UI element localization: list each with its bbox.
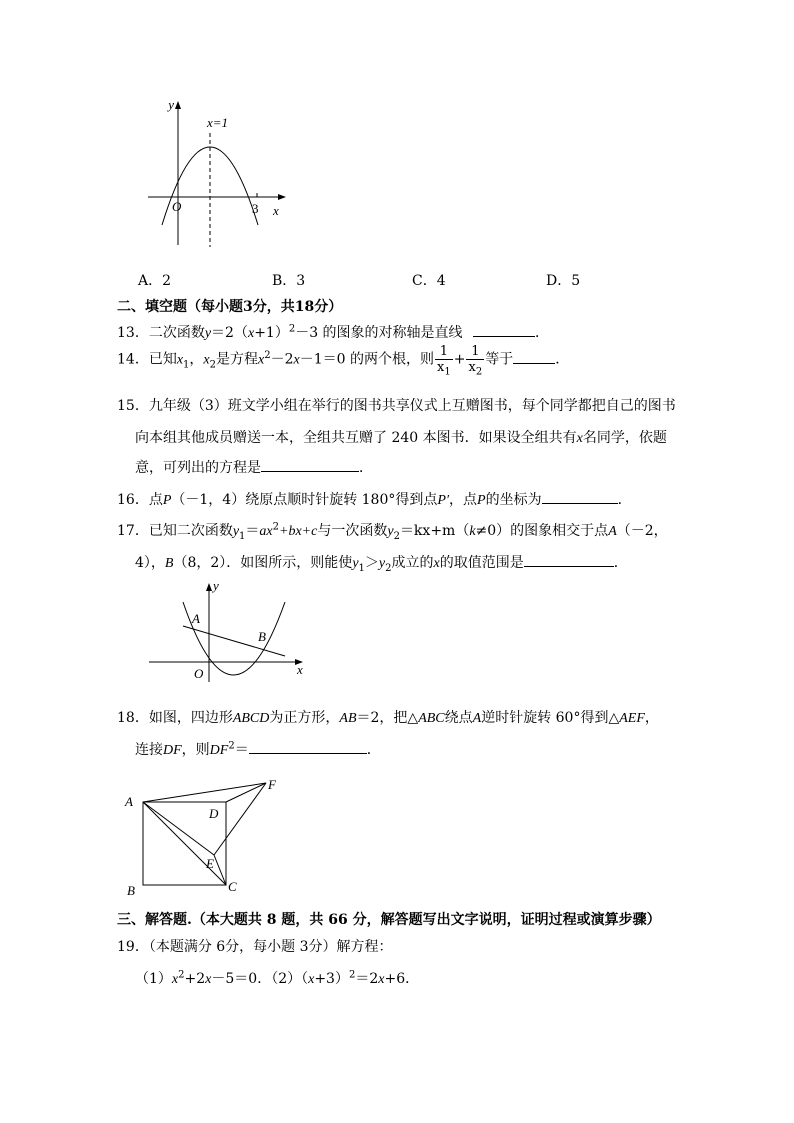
graph3-point-e: E	[206, 856, 214, 871]
question-17-line-1: 17．已知二次函数$y_1=ax^2+bx+c$与一次函数$y_2=kx+m(k\ne 0)$的图象相交于点A（－2，	[117, 521, 668, 542]
option-a: A．2	[138, 273, 172, 289]
question-15-line-3: 意，可列出的方程是 ．	[135, 457, 373, 477]
section-3-heading: 三、解答题.（本大题共 8 题，共 66 分，解答题写出文字说明，证明过程或演算步骤）	[117, 912, 661, 928]
question-14: 14．已知$x_1$，$x_2$是方程$x^2-2x-1=0$ 的两个根，则 $\frac{1}{x_1}$ + $\frac{1}{x_2}$ 等于 ．	[117, 344, 570, 378]
question-15-line-1: 15．九年级（3）班文学小组在举行的图书共享仪式上互赠图书，每个同学都把自己的图书	[117, 398, 676, 414]
question-17-line-2: 4），B（8，2）．如图所示，则能使$y_1>y_2$成立的x的取值范围是 ．	[135, 552, 628, 572]
question-18-line-2: 连接DF，则$DF^2=$ ．	[135, 740, 381, 758]
option-d: D．5	[546, 273, 581, 289]
question-19-line-1: 19．（本题满分 6分，每小题 3分）解方程：	[117, 939, 393, 955]
option-c: C．4	[412, 273, 446, 289]
q18-answer-blank	[249, 739, 367, 754]
graph3-point-a: A	[125, 794, 133, 809]
q17-answer-blank	[524, 552, 614, 567]
graph1-axis-label: x=1	[207, 115, 229, 130]
parabola-graph-1	[140, 95, 300, 255]
graph3-point-d: D	[209, 806, 219, 821]
q16-answer-blank	[542, 489, 618, 504]
graph1-three-label: 3	[252, 201, 259, 216]
graph3-point-f: F	[268, 777, 276, 792]
option-b: B．3	[272, 273, 306, 289]
graph1-origin-label: O	[172, 199, 182, 214]
question-13: 13．二次函数$y=2(x+1)^2-3$ 的图象的对称轴是直线 ．	[117, 323, 550, 341]
graph1-x-label: x	[273, 203, 279, 218]
question-19-line-2: $(1)x^2+2x-5=0$．$(2)(x+3)^2=2x+6$．	[135, 969, 420, 987]
graph3-point-b: B	[127, 883, 135, 898]
question-16: 16．点P（－1，4）绕原点顺时针旋转 180°得到点P′，点P的坐标为 ．	[117, 489, 632, 509]
graph3-point-c: C	[228, 879, 237, 894]
parabola-line-graph-2	[145, 578, 315, 688]
graph2-x-label: x	[297, 662, 303, 677]
section-2-heading: 二、填空题（每小题3分，共18分）	[117, 299, 343, 315]
q14-answer-blank	[513, 349, 555, 364]
graph2-y-label: y	[213, 578, 219, 593]
square-rotation-figure	[120, 775, 290, 900]
question-18-line-1: 18．如图，四边形ABCD为正方形，AB＝2，把△ABC绕点A逆时针旋转 60°得到△AEF，	[117, 710, 659, 726]
q15-answer-blank	[261, 457, 359, 472]
graph1-y-label: y	[168, 97, 174, 112]
graph2-origin: O	[194, 666, 204, 681]
graph2-point-a: A	[192, 611, 200, 626]
question-15-line-2: 向本组其他成员赠送一本，全组共互赠了 240 本图书．如果设全组共有x名同学，依题	[135, 430, 667, 446]
graph2-point-b: B	[258, 629, 266, 644]
q13-answer-blank	[473, 322, 535, 337]
